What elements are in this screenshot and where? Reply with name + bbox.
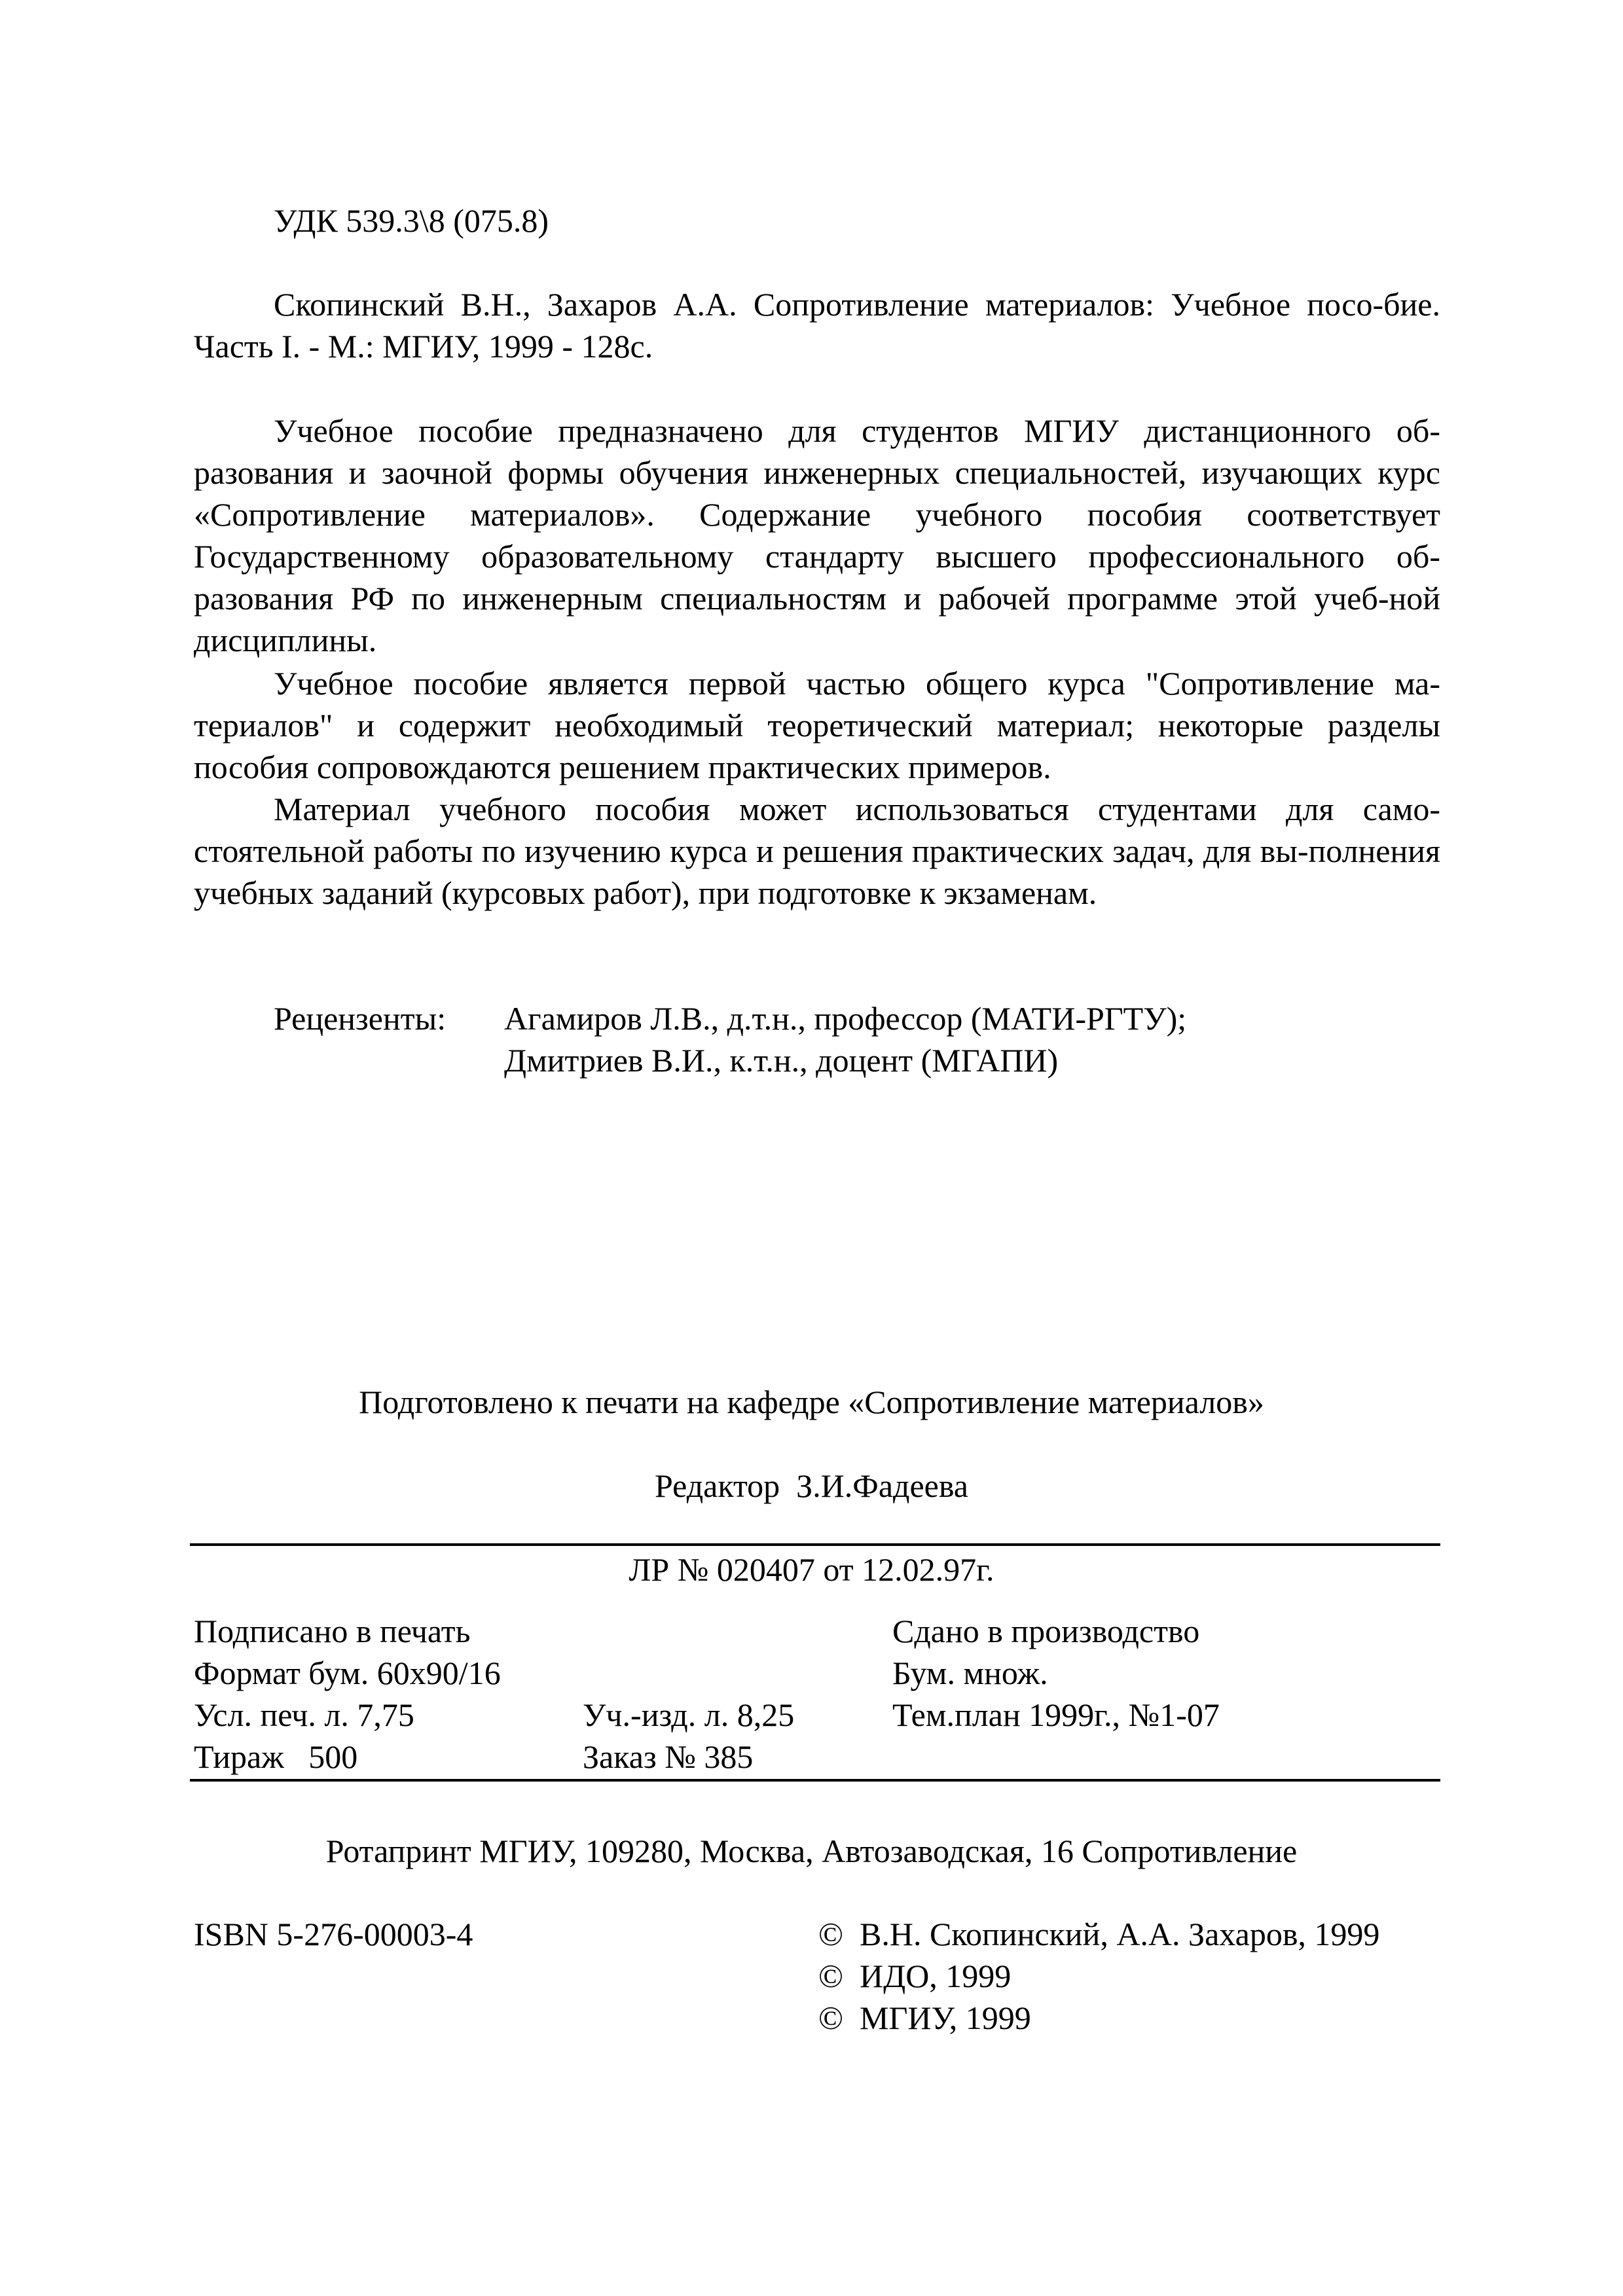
imprint-bottom-rule xyxy=(190,1779,1440,1782)
reviewer-1: Агамиров Л.В., д.т.н., профессор (МАТИ-РГТУ); xyxy=(504,1000,1187,1037)
paper-format: Формат бум. 60х90/16 xyxy=(194,1655,501,1691)
submitted-to-production: Сдано в производство xyxy=(892,1613,1200,1649)
signed-for-print: Подписано в печать xyxy=(194,1613,471,1649)
order-number: Заказ № 385 xyxy=(583,1738,754,1775)
thematic-plan: Тем.план 1999г., №1-07 xyxy=(892,1696,1220,1733)
imprint-top-rule xyxy=(190,1543,1440,1546)
annotation-paragraph-1: Учебное пособие предназначено для студентов МГИУ дистанционного об-разования и заочной формы обучения инженерных специальностей, изучающих курс «Сопротивление материалов». Содержание учебного пособия соответствует Государственному образовательному стандарту высшего профессионального об-разования РФ по инженерным специальностям и рабочей программе этой учеб-ной дисциплины. xyxy=(194,412,1440,658)
udk-code: УДК 539.3\8 (075.8) xyxy=(274,202,549,239)
annotation-paragraph-2: Учебное пособие является первой частью общего курса "Сопротивление ма-териалов" и содержит необходимый теоретический материал; некоторые разделы пособия сопровождаются решением практических примеров. xyxy=(194,665,1440,785)
copyright-ido: © ИДО, 1999 xyxy=(818,1958,1012,1994)
printed-sheets: Усл. печ. л. 7,75 xyxy=(194,1696,414,1733)
paper-type: Бум. множ. xyxy=(892,1655,1048,1691)
reviewer-2: Дмитриев В.И., к.т.н., доцент (МГАПИ) xyxy=(504,1042,1059,1079)
publishing-sheets: Уч.-изд. л. 8,25 xyxy=(583,1696,795,1733)
license-number: ЛР № 020407 от 12.02.97г. xyxy=(629,1551,994,1588)
isbn: ISBN 5-276-00003-4 xyxy=(194,1916,473,1952)
printer-address: Ротапринт МГИУ, 109280, Москва, Автозаводская, 16 Сопротивление xyxy=(325,1833,1298,1869)
bibliographic-citation: Скопинский В.Н., Захаров А.А. Сопротивление материалов: Учебное посо-бие. Часть I. - М.: МГИУ, 1999 - 128с. xyxy=(194,286,1440,365)
copyright-authors: © В.Н. Скопинский, А.А. Захаров, 1999 xyxy=(818,1916,1380,1952)
copyright-mgiu: © МГИУ, 1999 xyxy=(818,2000,1031,2036)
prepared-note: Подготовлено к печати на кафедре «Сопротивление материалов» xyxy=(359,1384,1264,1420)
reviewers-label: Рецензенты: xyxy=(274,1000,447,1037)
annotation-paragraph-3: Материал учебного пособия может использоваться студентами для само-стоятельной работы по изучению курса и решения практических задач, для вы-полнения учебных заданий (курсовых работ), при подготовке к экзаменам. xyxy=(194,791,1440,911)
circulation: Тираж 500 xyxy=(194,1738,358,1775)
editor-line: Редактор З.И.Фадеева xyxy=(655,1467,968,1504)
